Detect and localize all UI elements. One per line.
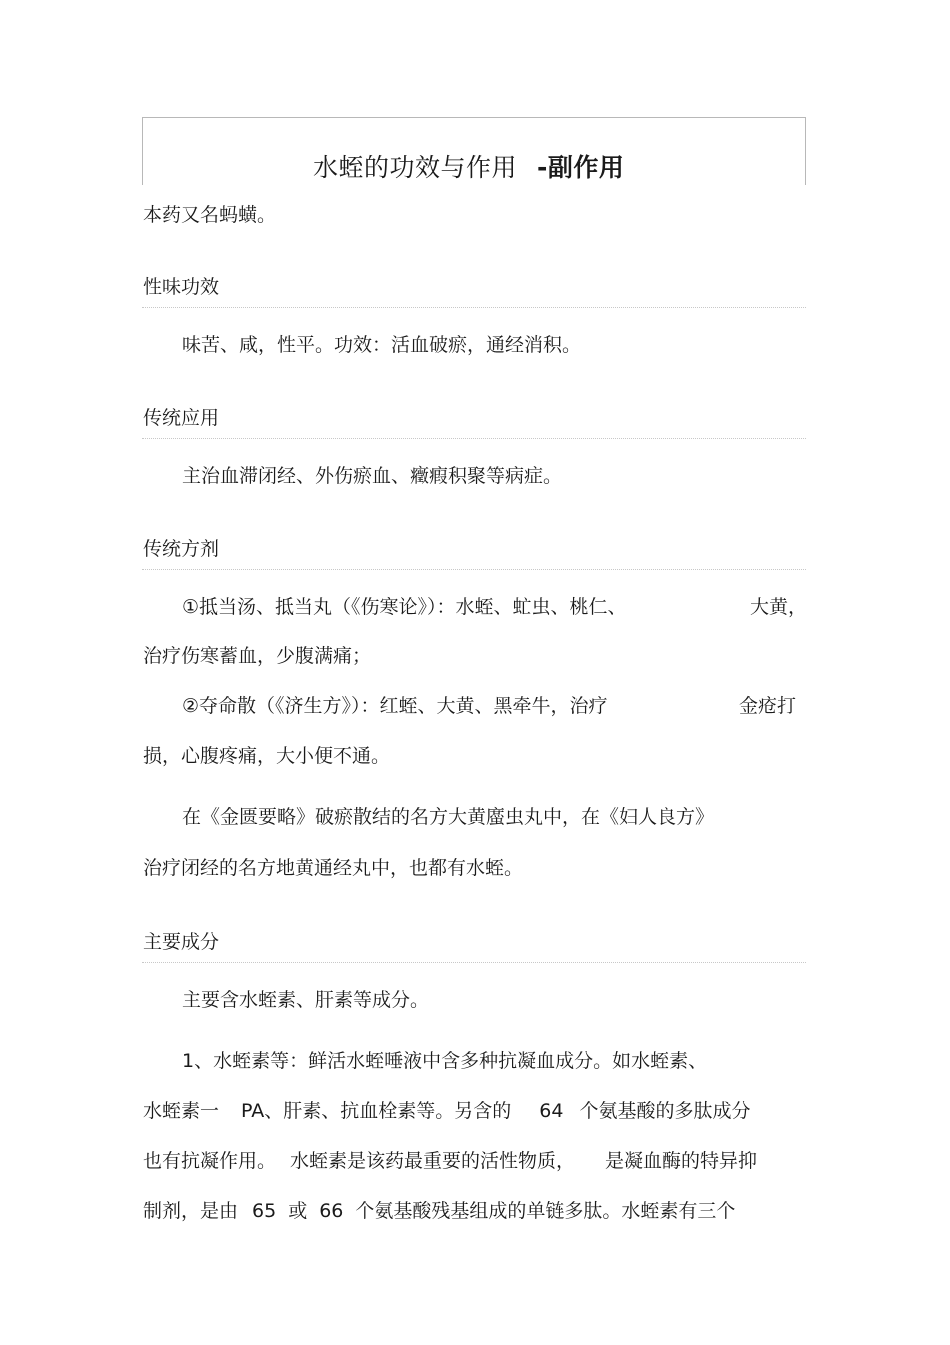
line-segment: 制剂，是由 (143, 1200, 239, 1222)
component-1-line-2 (143, 1096, 750, 1123)
line-segment: PA、肝素、抗血栓素等。另含的 (241, 1100, 512, 1122)
formula-2-line-2: 损，心腹疼痛，大小便不通。 (143, 745, 391, 767)
usage-paragraph: 主治血滞闭经、外伤瘀血、癥瘕积聚等病症。 (182, 465, 563, 487)
line-segment: 水蛭素是该药最重要的活性物质， (290, 1150, 576, 1172)
section-heading-components: 主要成分 (143, 931, 220, 953)
formula-1-line-1-tail: 大黄， (750, 596, 808, 618)
section-heading-taste: 性味功效 (143, 276, 220, 298)
component-1-line-3 (143, 1146, 757, 1173)
jingui-line-2: 治疗闭经的名方地黄通经丸中，也都有水蛭。 (143, 857, 524, 879)
formula-1-line-2: 治疗伤寒蓄血，少腹满痛； (143, 645, 372, 667)
formula-2-line-1: ②夺命散（《济生方》）：红蛭、大黄、黑牵牛，治疗 (182, 695, 608, 717)
line-segment: 也有抗凝作用。 (143, 1150, 277, 1172)
page-title (313, 148, 624, 184)
section-heading-usage: 传统应用 (143, 407, 220, 429)
taste-paragraph: 味苦、咸，性平。功效：活血破瘀，通经消积。 (182, 334, 582, 356)
section-divider (142, 569, 806, 570)
line-segment: 66 (319, 1200, 344, 1222)
title-main: 水蛭的功效与作用 (313, 153, 518, 182)
components-paragraph: 主要含水蛭素、肝素等成分。 (182, 989, 430, 1011)
section-heading-formulas: 传统方剂 (143, 538, 220, 560)
line-segment: 65 (252, 1200, 277, 1222)
section-divider (142, 962, 806, 963)
line-segment: 64 (539, 1100, 564, 1122)
line-segment: 个氨基酸残基组成的单链多肽。水蛭素有三个 (355, 1200, 736, 1222)
line-segment: 个氨基酸的多肽成分 (579, 1100, 751, 1122)
component-1-line-1: 1、水蛭素等：鲜活水蛭唾液中含多种抗凝血成分。如水蛭素、 (182, 1050, 708, 1072)
formula-1-line-1: ①抵当汤、抵当丸（《伤寒论》）：水蛭、虻虫、桃仁、 (182, 596, 627, 618)
line-segment: 水蛭素一 (143, 1100, 220, 1122)
alias-paragraph: 本药又名蚂蟥。 (143, 204, 277, 226)
line-segment: 是凝血酶的特异抑 (605, 1150, 758, 1172)
formula-2-line-1-tail: 金疮打 (739, 695, 797, 717)
section-divider (142, 438, 806, 439)
section-divider (142, 307, 806, 308)
jingui-line-1: 在《金匮要略》破瘀散结的名方大黄䗪虫丸中，在《妇人良方》 (182, 806, 715, 828)
line-segment: 或 (288, 1200, 308, 1222)
title-suffix: -副作用 (537, 153, 625, 182)
component-1-line-4 (143, 1196, 735, 1223)
